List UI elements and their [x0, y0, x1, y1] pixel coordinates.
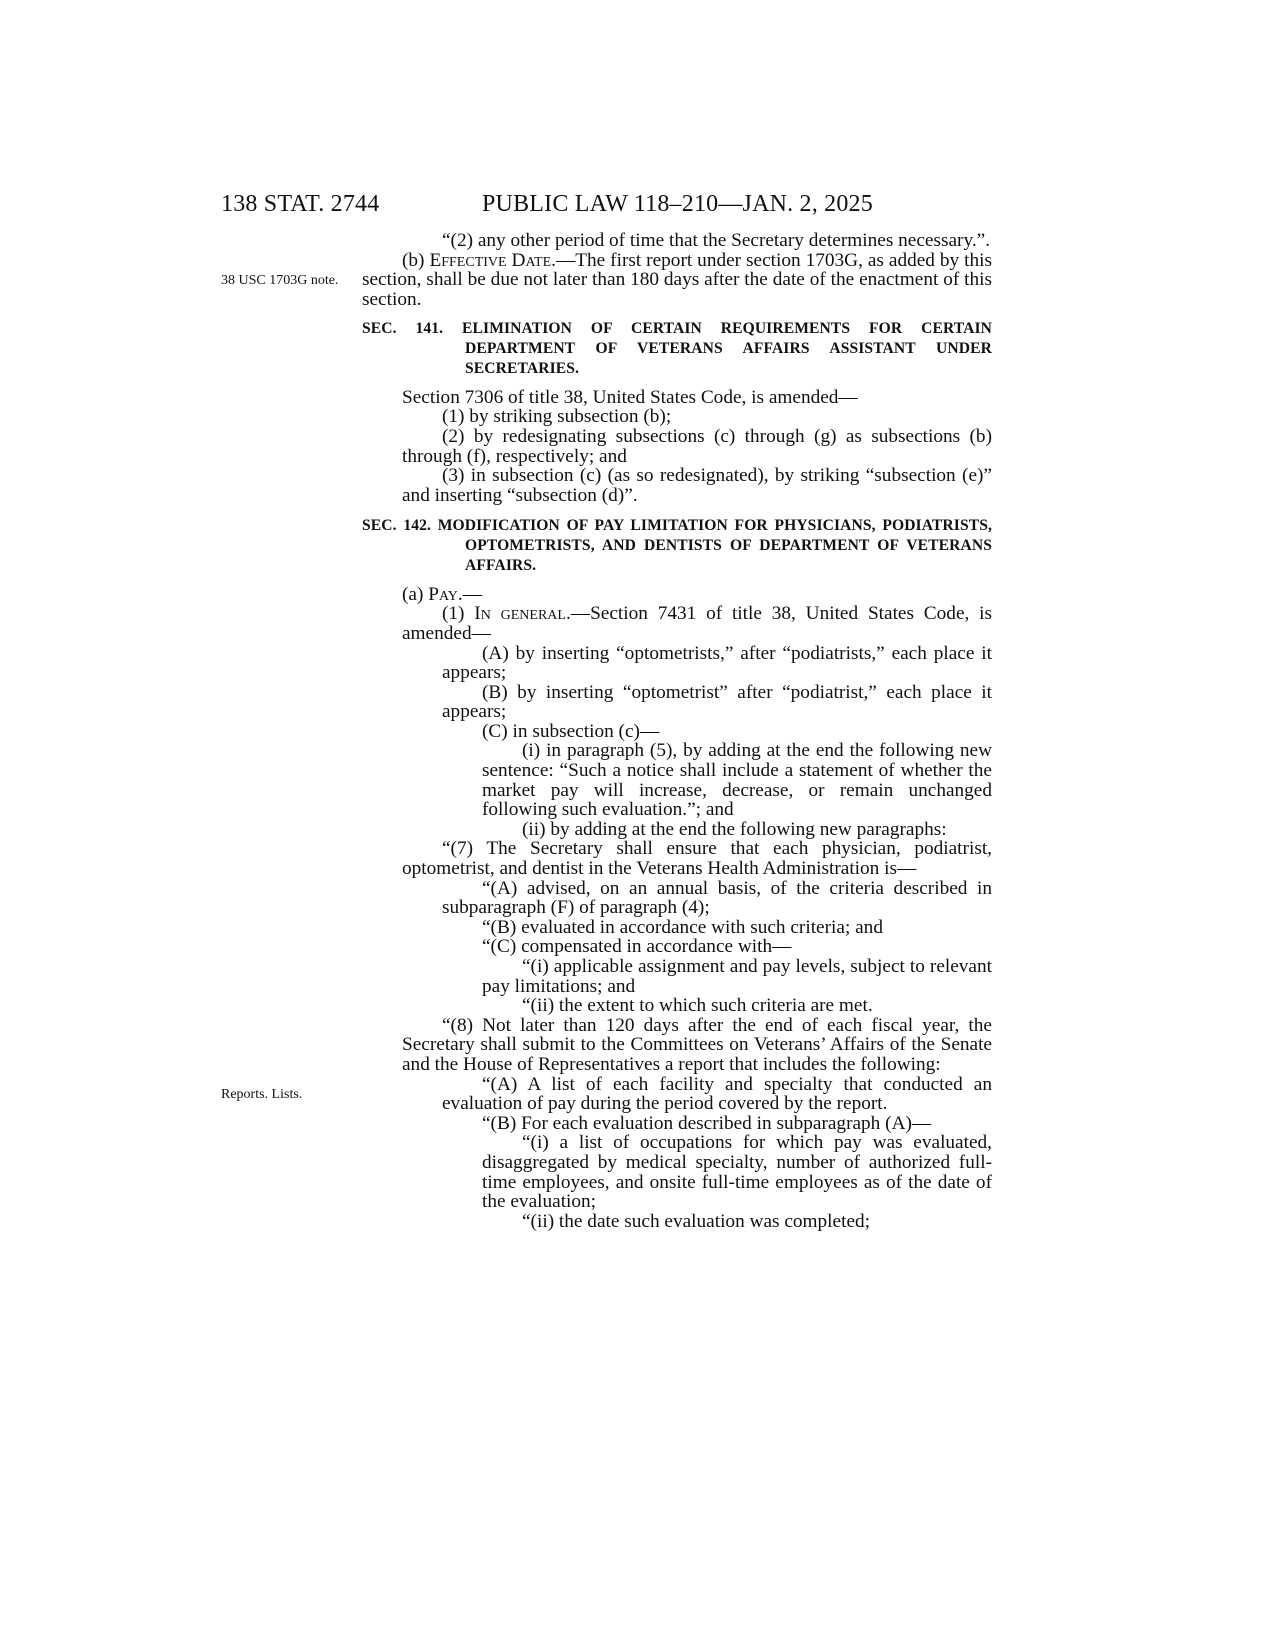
paragraph: “(i) applicable assignment and pay levels, subject to relevant pay limitations; and [482, 956, 992, 997]
paragraph: “(8) Not later than 120 days after the end of each fiscal year, the Secretary shall submit to the Committees on Veterans’ Affairs of the Senate and the House of Representatives a report that includes the following: [402, 1014, 992, 1075]
paragraph: “(C) compensated in accordance with— [482, 936, 792, 958]
paragraph-lead: (a) [402, 583, 429, 605]
paragraph: (1) by striking subsection (b); [442, 406, 672, 428]
paragraph: (3) in subsection (c) (as so redesignated), by striking “subsection (e)” and inserting “subsection (d)”. [402, 465, 992, 506]
paragraph-text: .—Section 7431 of title 38, United States Code, is amended— [402, 603, 992, 644]
paragraph: “(7) The Secretary shall ensure that each physician, podiatrist, optometrist, and dentist in the Veterans Health Administration is— [402, 838, 992, 880]
paragraph-heading: Effective Date [429, 249, 552, 271]
paragraph: “(i) a list of occupations for which pay was evaluated, disaggregated by medical specialty, number of authorized full-time employees, and onsite full-time employees as of the date of the evaluation; [482, 1132, 992, 1213]
paragraph-in-general [362, 604, 992, 643]
margin-note-reports: Reports. Lists. [221, 1087, 303, 1102]
public-law-header: PUBLIC LAW 118–210—JAN. 2, 2025 [482, 191, 873, 217]
paragraph: “(B) For each evaluation described in subparagraph (A)— [482, 1112, 932, 1134]
paragraph-text: .— [457, 583, 483, 605]
paragraph: (C) in subsection (c)— [482, 720, 660, 742]
paragraph: (2) by redesignating subsections (c) through (g) as subsections (b) through (f), respectively; and [402, 425, 992, 467]
paragraph: (B) by inserting “optometrist” after “podiatrist,” each place it appears; [442, 681, 992, 723]
section-heading-142: SEC. 142. MODIFICATION OF PAY LIMITATION FOR PHYSICIANS, PODIATRISTS, OPTOMETRISTS, AND DENTISTS OF DEPARTMENT OF VETERANS AFFAIRS. [362, 517, 992, 574]
paragraph: “(A) advised, on an annual basis, of the criteria described in subparagraph (F) of paragraph (4); [442, 877, 992, 919]
document-body [362, 231, 992, 1231]
paragraph: “(ii) the extent to which such criteria are met. [522, 995, 873, 1017]
paragraph-lead: (b) [402, 249, 430, 271]
paragraph: (i) in paragraph (5), by adding at the end the following new sentence: “Such a notice shall include a statement of whether the market pay will increase, decrease, or remain unchanged following such evaluation.”; and [482, 740, 992, 821]
statute-page-number: 138 STAT. 2744 [221, 191, 380, 217]
paragraph-lead: (1) [442, 603, 475, 625]
paragraph-text: .—The first report under section 1703G, as added by this section, shall be due not later than 180 days after the date of the enactment of this section. [362, 249, 992, 310]
paragraph: “(ii) the date such evaluation was completed; [522, 1210, 871, 1232]
paragraph: Section 7306 of title 38, United States Code, is amended— [402, 386, 858, 408]
section-heading-141: SEC. 141. ELIMINATION OF CERTAIN REQUIREMENTS FOR CERTAIN DEPARTMENT OF VETERANS AFFAIRS ASSISTANT UNDER SECRETARIES. [362, 320, 992, 377]
paragraph: (A) by inserting “optometrists,” after “podiatrists,” each place it appears; [442, 642, 992, 684]
paragraph-heading: In general [474, 603, 566, 625]
paragraph: “(B) evaluated in accordance with such criteria; and [482, 916, 883, 938]
margin-note-usc: 38 USC 1703G note. [221, 273, 339, 288]
paragraph: “(2) any other period of time that the Secretary determines necessary.”. [442, 230, 991, 251]
paragraph-effective-date [362, 251, 992, 310]
paragraph-pay [362, 585, 992, 605]
paragraph: (ii) by adding at the end the following new paragraphs: [522, 818, 947, 840]
paragraph: “(A) A list of each facility and specialty that conducted an evaluation of pay during the period covered by the report. [442, 1073, 992, 1115]
paragraph-heading: Pay [428, 583, 458, 605]
